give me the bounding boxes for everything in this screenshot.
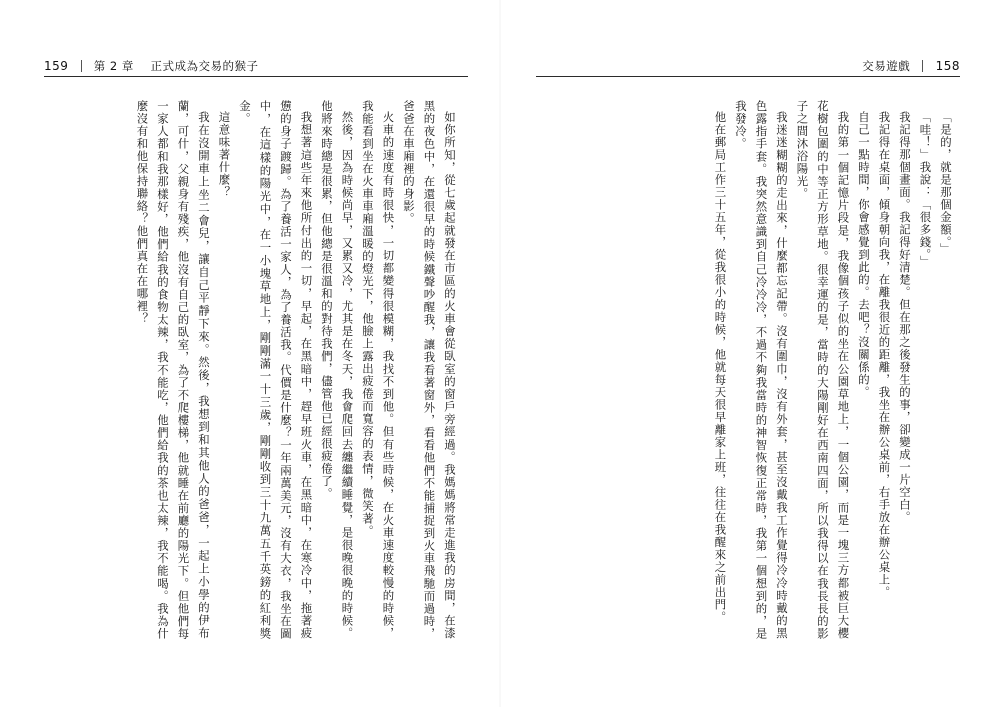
left-running-head <box>44 58 258 74</box>
paragraph: 我迷迷糊糊的走出來，什麼都忘記帶。沒有圍巾，沒有外套，甚至沒戴我工作覺得冷冷時戴的黑色露指手套。我突然意識到自己冷冷冷，不過不夠我當時的神智恢復正常時，我第一個想到的，是我發冷。 <box>734 100 789 640</box>
paragraph: 然後，因為時候尚早，又累又冷，尤其是在冬天，我會爬回去纏繼續睡覺，是很晚很晚的時候。他將來時總是很累，但他總是很溫和的對待我們，儘管他已經很疲倦了。 <box>320 100 355 640</box>
paragraph: 我想著這些年來他所付出的一切，早起，在黑暗中，趕早班火車，在黑暗中，在寒冷中，拖著疲憊的身子踱歸。為了養活一家人，為了養活我。代價是什麼？一年兩萬美元，沒有大衣，我坐在圖中，在這樣的陽光中，在一小塊草地上，剛剛滿一十三歲，剛剛收到三十九萬五千英鎊的紅利獎金。 <box>238 100 314 640</box>
left-chapter-title: 正式成為交易的猴子 <box>150 59 259 73</box>
left-body-text <box>52 100 460 640</box>
right-head-rule <box>536 76 960 77</box>
paragraph: 火車的速度有時很快，一切都變得很模糊，我找不到他。但有些時候，在火車速度較慢的時候，我能看到坐在火車車廂溫暖的燈光下，他臉上露出疲倦而寬容的表情，微笑著。 <box>361 100 396 640</box>
head-divider <box>922 60 923 72</box>
right-folio: 158 <box>935 59 960 73</box>
paragraph: 我在沒開車上坐二會兒，讓自己平靜下來。然後，我想到和其他人的爸爸，一起上小學的伊布蘭，可什，父親身有殘疾，他沒有自己的臥室，為了不爬樓梯，他就睡在前廳的陽光下。但他們每一家人都和我那樣好，他們給我的食物太辣，我不能吃，他們給我的茶也太辣，我不能喝。我為什麼沒有和他保持聯絡？他們真在在哪裡？ <box>135 100 211 640</box>
left-chapter-number: 第 2 章 <box>93 59 134 73</box>
paragraph: 自己一點時間，你會感覺到此的。去吧？沒關係的。 <box>857 111 871 399</box>
right-page <box>500 0 1000 707</box>
paragraph: 如你所知，從七歲起就發在市區的火車會從臥室的窗戶旁經過。我媽媽將常走進我的房間，在漆黑的夜色中，在還很早的時候鐵聲吵醒我，讓我看著窗外，看看他們不能捕捉到火車飛馳而過時，爸爸在車廂裡的身影。 <box>402 100 457 640</box>
paragraph: 我的第一個記憶片段是，我像個孩子似的坐在公園草地上，一個公園，而是一塊三方都被巨大櫻花樹包圍的中等正方形草地。很幸運的是，當時的大陽剛好在西南四面，所以我得以在我長長的影子之間沐浴陽光。 <box>795 100 851 640</box>
left-head-rule <box>44 76 468 77</box>
paragraph: 「是的，就是那個金額。」 <box>939 111 953 256</box>
paragraph: 我記得那個畫面。我記得好清楚。但在那之後發生的事，卻變成一片空白。 <box>898 111 912 524</box>
paragraph: 我記得在桌面，傾身朝向我，在離我很近的距離，我坐在辦公桌前，右手放在辦公桌上。 <box>877 111 892 599</box>
paragraph: 這意味著什麼？ <box>217 111 232 199</box>
paragraph: 他在郵局工作三十五年，從我很小的時候，他就每天很早離家上班，往往在我醒來之前出門。 <box>713 111 728 624</box>
paragraph: 「哇！」我說：「很多錢。」 <box>918 111 933 269</box>
head-divider <box>81 60 82 72</box>
right-running-head <box>862 58 960 74</box>
right-running-title: 交易遊戲 <box>862 59 911 73</box>
right-body-text <box>548 100 956 640</box>
left-folio: 159 <box>44 59 69 73</box>
